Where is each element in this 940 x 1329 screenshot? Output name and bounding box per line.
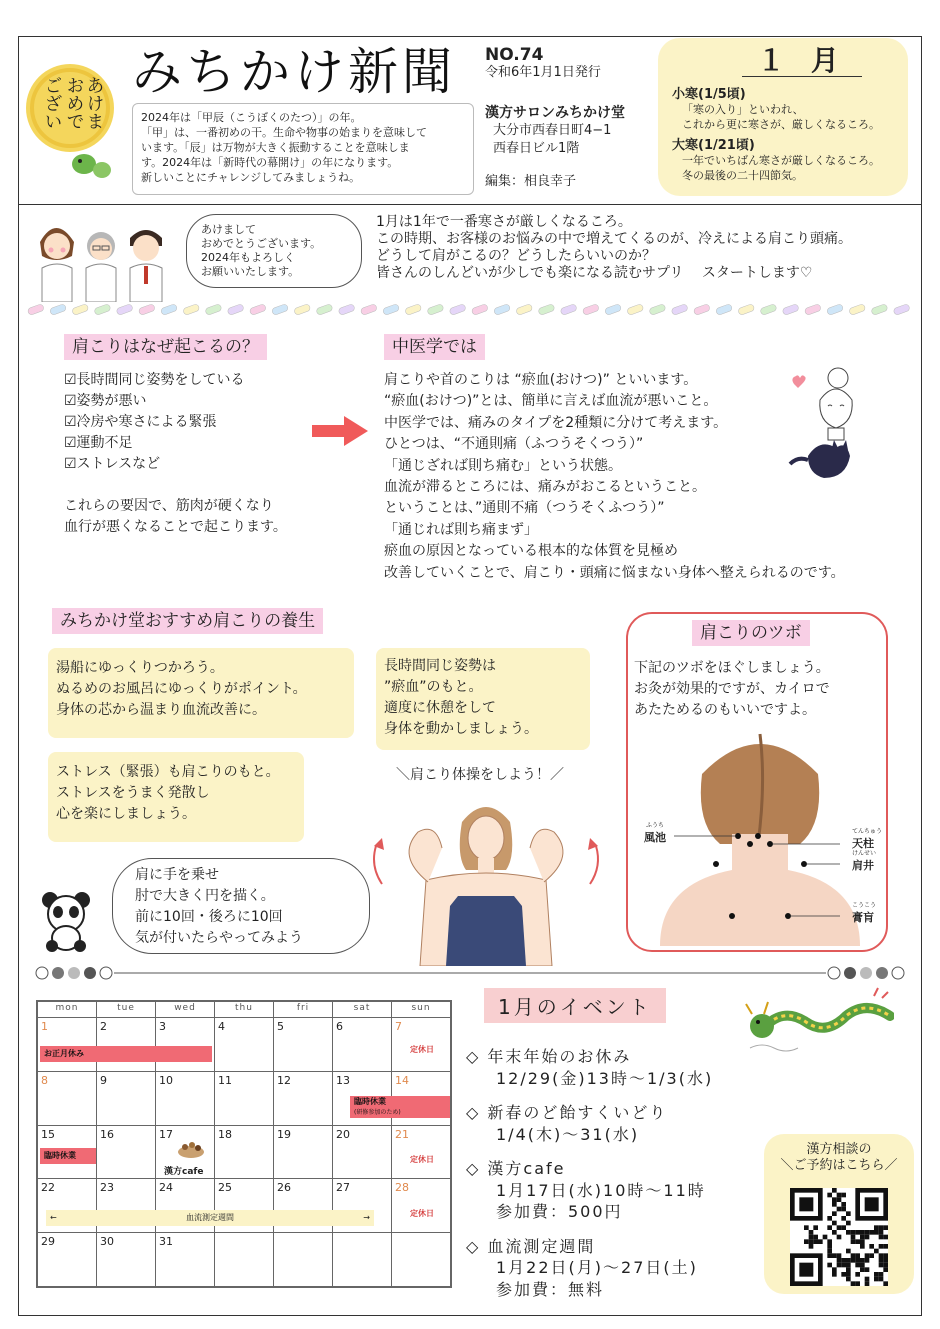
tsubo-line: お灸が効果的ですが、カイロで <box>634 681 830 697</box>
svg-text:あけま: あけま <box>83 76 105 130</box>
tsubo-point: てんちゅう 天柱 <box>852 828 883 850</box>
january-calendar <box>36 1000 452 1288</box>
cafe-label: 漢方cafe <box>164 1167 204 1177</box>
day-cell: 15 <box>38 1125 97 1179</box>
event-item <box>466 1046 713 1089</box>
tip-line: ストレス（緊張）も肩こりのもと。 <box>56 764 280 780</box>
day-cell: 19 <box>274 1125 333 1179</box>
temp-closed-bar: 臨時休業 <box>40 1148 96 1164</box>
tcm-title: 中医学では <box>384 334 485 360</box>
day-cell <box>215 1233 274 1287</box>
event-item <box>466 1102 713 1145</box>
day-cell: 9 <box>97 1071 156 1125</box>
month-box <box>658 38 908 196</box>
blood-measure-week-bar <box>46 1210 374 1226</box>
term-desc: これから更に寒さが、厳しくなるころ。 <box>682 118 880 131</box>
day-cell: 17 <box>156 1125 215 1179</box>
event-item <box>466 1158 713 1223</box>
tcm-line: 中医学では、痛みのタイプを2種類に分けて考えます。 <box>384 414 728 431</box>
exercise-line: 肩に手を乗せ <box>135 867 219 883</box>
dragon-illustration <box>742 986 894 1058</box>
day-cell: 26 <box>274 1179 333 1233</box>
panda-mascot-icon <box>38 888 94 954</box>
day-cell: 13 <box>333 1071 392 1125</box>
day-cell: 7 <box>392 1018 451 1072</box>
pill-divider <box>24 302 916 318</box>
event-detail: 1月17日(水)10時〜11時 <box>496 1180 706 1200</box>
day-cell: 2 <box>97 1018 156 1072</box>
events-title: 1月のイベント <box>484 988 666 1023</box>
day-cell <box>333 1233 392 1287</box>
intro-line: います。「辰」は万物が大きく振動することを意味しま <box>141 141 410 154</box>
staff-illustration <box>34 212 174 302</box>
day-cell: 20 <box>333 1125 392 1179</box>
tip-line: 身体を動かしましょう。 <box>384 721 538 737</box>
stress-tip-box <box>48 752 304 842</box>
tsubo-title: 肩こりのツボ <box>692 620 810 646</box>
cause-checklist <box>64 370 245 475</box>
newsletter-title: みちかけ新聞 <box>132 43 456 101</box>
lead-text <box>376 214 852 282</box>
day-cell <box>274 1233 333 1287</box>
tip-line: ”瘀血”のもと。 <box>384 679 483 695</box>
cause-item: ☑冷房や寒さによる緊張 <box>64 414 217 430</box>
dot-divider <box>34 963 906 983</box>
greeting-line: お願いいたします。 <box>201 265 300 278</box>
tip-line: 湯船にゆっくりつかろう。 <box>56 660 224 676</box>
lead-line: 1月は1年で一番寒さが厳しくなるころ。 <box>376 214 632 230</box>
svg-text:ござい: ござい <box>41 76 63 130</box>
greeting-bubble <box>186 214 362 288</box>
event-name: ◇ 漢方cafe <box>466 1159 566 1178</box>
exercise-line: 気が付いたらやってみよう <box>135 930 303 946</box>
cause-note-line: 血行が悪くなることで起こります。 <box>64 519 287 535</box>
day-cell: 18 <box>215 1125 274 1179</box>
intro-line: 新しいことにチャレンジしてみましょうね。 <box>141 171 361 184</box>
reservation-title-line: 漢方相談の <box>806 1142 872 1157</box>
cafe-food-icon <box>176 1136 206 1160</box>
intro-box <box>132 103 474 195</box>
event-item <box>466 1236 713 1301</box>
tip-line: 心を楽にしましょう。 <box>56 806 196 822</box>
tcm-line: ということは、”通則不痛（つうそくふつう）” <box>384 500 665 517</box>
day-cell: 6 <box>333 1018 392 1072</box>
exercise-bubble <box>112 858 370 954</box>
day-cell: 21 <box>392 1125 451 1179</box>
tcm-line: 瘀血の原因となっている根本的な体質を見極め <box>384 543 678 560</box>
weekday-header: tue <box>97 1002 156 1018</box>
temp-closed-note: (研修参加のため) <box>354 1109 401 1116</box>
care-title: みちかけ堂おすすめ肩こりの養生 <box>52 608 323 634</box>
salon-address-2: 西春日ビル1階 <box>493 141 580 156</box>
greeting-line: おめでとうございます。 <box>201 237 322 250</box>
event-detail: 参加費：無料 <box>496 1279 605 1299</box>
tcm-line: 血流が滞るところには、痛みがおこるということ。 <box>384 479 706 496</box>
blood-week-label: 血流測定週間 <box>186 1213 234 1222</box>
cause-note <box>64 496 287 538</box>
exercise-line: 前に10回・後ろに10回 <box>135 909 283 925</box>
cause-note-line: これらの要因で、筋肉が硬くなり <box>64 498 274 514</box>
day-cell: 3 <box>156 1018 215 1072</box>
new-year-logo <box>22 46 118 186</box>
bath-tip-box <box>48 648 354 738</box>
right-arrow-icon <box>312 416 368 446</box>
issue-date: 令和6年1月1日発行 <box>485 65 601 80</box>
day-cell: 8 <box>38 1071 97 1125</box>
weekday-header: wed <box>156 1002 215 1018</box>
lead-line: 皆さんのしんどいが少しでも楽になる読むサプリ スタートします♡ <box>376 265 813 281</box>
closed-label: 定休日 <box>410 1045 434 1054</box>
tcm-line: 肩こりや首のこりは “瘀血(おけつ)” といいます。 <box>384 372 698 388</box>
tcm-line: 改善していくことで、肩こり・頭痛に悩まない身体へ整えられるのです。 <box>384 564 845 581</box>
woman-with-cat-illustration <box>780 360 870 490</box>
weekday-header: mon <box>38 1002 97 1018</box>
lead-line: この時期、お客様のお悩みの中で増えてくるのが、冷えによる肩こり頭痛。 <box>376 231 852 247</box>
day-cell: 1 <box>38 1018 97 1072</box>
salon-info <box>485 104 625 158</box>
event-detail: 12/29(金)13時〜1/3(水) <box>496 1068 714 1088</box>
cause-item: ☑ストレスなど <box>64 456 161 472</box>
intro-line: 「甲」は、一番初めの干。生命や物事の始まりを意味して <box>141 126 427 139</box>
event-name: ◇ 新春のど飴すくいどり <box>466 1103 668 1122</box>
tcm-text <box>384 370 845 584</box>
cause-item: ☑長時間同じ姿勢をしている <box>64 372 245 388</box>
tsubo-text <box>634 658 830 721</box>
event-detail: 1月22日(月)〜27日(土) <box>496 1258 698 1277</box>
tip-line: 長時間同じ姿勢は <box>384 658 496 674</box>
reservation-title-line: ＼ご予約はこちら／ <box>780 1158 898 1173</box>
closed-label: 定休日 <box>410 1209 434 1218</box>
shoulder-exercise-illustration <box>366 786 606 966</box>
event-list <box>466 1046 713 1313</box>
event-name: ◇ 年末年始のお休み <box>466 1047 632 1066</box>
svg-text:おめで: おめで <box>63 76 85 130</box>
cause-item: ☑姿勢が悪い <box>64 393 147 409</box>
tcm-line: 「通じれば則ち痛まず」 <box>384 521 538 538</box>
reservation-title <box>768 1142 910 1174</box>
day-cell <box>392 1233 451 1287</box>
bar-right-arrow: → <box>363 1213 370 1222</box>
reservation-qr-code[interactable] <box>790 1188 888 1286</box>
tcm-line: ひとつは、“不通則痛（ふつうそくつう）” <box>384 436 644 453</box>
salon-address-1: 大分市西春日町4−1 <box>493 123 612 138</box>
posture-tip-box <box>376 648 590 750</box>
day-cell: 14 <box>392 1071 451 1125</box>
event-detail: 参加費：500円 <box>496 1202 623 1221</box>
weekday-header: thu <box>215 1002 274 1018</box>
cause-item: ☑運動不足 <box>64 435 133 451</box>
day-cell: 29 <box>38 1233 97 1287</box>
term-desc: 冬の最後の二十四節気。 <box>682 169 803 182</box>
term-name: 大寒(1/21頃) <box>672 138 755 153</box>
day-cell: 25 <box>215 1179 274 1233</box>
tsubo-line: あたためるのもいいですよ。 <box>634 702 816 718</box>
header-divider <box>18 204 922 205</box>
bar-left-arrow: ← <box>50 1213 57 1222</box>
day-cell: 30 <box>97 1233 156 1287</box>
term-desc: 一年でいちばん寒さが厳しくなるころ。 <box>682 154 880 167</box>
day-cell: 10 <box>156 1071 215 1125</box>
issue-info <box>485 46 601 82</box>
event-detail: 1/4(木)〜31(水) <box>496 1124 640 1144</box>
tip-line: 適度に休憩をして <box>384 700 496 716</box>
weekday-header: sun <box>392 1002 451 1018</box>
why-title: 肩こりはなぜ起こるの？ <box>64 334 267 360</box>
weekday-header: fri <box>274 1002 333 1018</box>
day-cell: 28 <box>392 1179 451 1233</box>
new-year-holiday-bar: お正月休み <box>40 1046 212 1062</box>
month-title: １ 月 <box>742 46 862 77</box>
editor-name: 編集：相良幸子 <box>485 174 577 189</box>
tsubo-point: ふうち 風池 <box>644 822 666 844</box>
intro-line: す。2024年は「新時代の幕開け」の年になります。 <box>141 156 399 169</box>
tip-line: ぬるめのお風呂にゆっくりがポイント。 <box>56 681 307 697</box>
tip-line: 身体の芯から温まり血流改善に。 <box>56 702 266 718</box>
day-cell: 5 <box>274 1018 333 1072</box>
day-cell: 11 <box>215 1071 274 1125</box>
event-name: ◇ 血流測定週間 <box>466 1236 596 1256</box>
tsubo-line: 下記のツボをほぐしましょう。 <box>634 660 830 676</box>
weekday-header: sat <box>333 1002 392 1018</box>
intro-line: 2024年は「甲辰（こうぼくのたつ）」の年。 <box>141 111 362 124</box>
day-cell: 31 <box>156 1233 215 1287</box>
lead-line: どうして肩がこるの？どうしたらいいのか？ <box>376 248 656 264</box>
day-cell: 4 <box>215 1018 274 1072</box>
exercise-title: ＼肩こり体操をしよう！／ <box>396 767 564 783</box>
issue-number: NO.74 <box>485 45 544 65</box>
tcm-line: “瘀血(おけつ)”とは、簡単に言えば血流が悪いこと。 <box>384 393 718 410</box>
salon-name: 漢方サロンみちかけ堂 <box>485 105 625 121</box>
tsubo-point: こうこう 膏肓 <box>852 902 877 924</box>
day-cell: 27 <box>333 1179 392 1233</box>
term-name: 小寒(1/5頃) <box>672 87 746 102</box>
temp-closed-label: 臨時休業 <box>354 1097 386 1106</box>
day-cell: 24 <box>156 1179 215 1233</box>
neck-back-illustration <box>640 724 883 946</box>
closed-label: 定休日 <box>410 1155 434 1164</box>
greeting-line: 2024年もよろしく <box>201 251 295 264</box>
day-cell: 23 <box>97 1179 156 1233</box>
tip-line: ストレスをうまく発散し <box>56 785 210 801</box>
tcm-line: 「通じざれば則ち痛む」という状態。 <box>384 457 622 474</box>
day-cell: 12 <box>274 1071 333 1125</box>
term-desc: 「寒の入り」といわれ、 <box>682 103 804 116</box>
temp-closed-bar <box>350 1096 450 1118</box>
tsubo-point: けんせい 肩井 <box>852 850 877 872</box>
day-cell: 16 <box>97 1125 156 1179</box>
greeting-line: あけまして <box>201 223 256 236</box>
exercise-line: 肘で大きく円を描く。 <box>135 888 275 904</box>
day-cell: 22 <box>38 1179 97 1233</box>
